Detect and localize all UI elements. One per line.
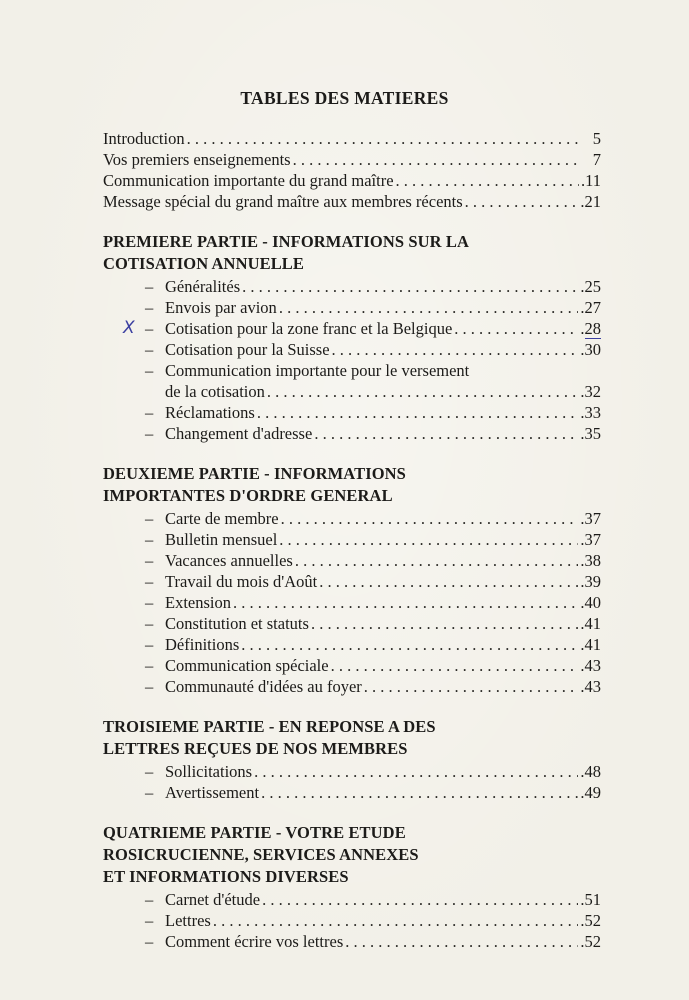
entry-page-number: .43 xyxy=(580,656,601,675)
entry-dash: – xyxy=(145,572,154,591)
part-heading-line: QUATRIEME PARTIE - VOTRE ETUDE xyxy=(103,823,406,842)
entry-dash: – xyxy=(145,911,154,930)
entry-dash: – xyxy=(145,635,154,654)
entry-page-number: .39 xyxy=(580,572,601,591)
dot-leader xyxy=(319,571,578,592)
entry-page-number: .37 xyxy=(580,530,601,549)
dot-leader xyxy=(364,676,579,697)
handwritten-mark: X xyxy=(123,318,135,338)
entry-label: Envois par avion xyxy=(165,298,277,317)
entry-page-number: 7 xyxy=(592,150,601,169)
toc-entry xyxy=(103,508,601,529)
entry-dash: – xyxy=(145,509,154,528)
entry-page-number: .52 xyxy=(580,932,601,951)
toc-entry xyxy=(103,931,601,952)
entry-dash: – xyxy=(145,424,154,443)
toc-entry xyxy=(103,423,601,444)
entry-label: Lettres xyxy=(165,911,211,930)
dot-leader xyxy=(465,191,579,212)
part-heading xyxy=(103,822,601,888)
entry-page-number: .11 xyxy=(580,171,601,190)
entry-label: Constitution et statuts xyxy=(165,614,309,633)
part-heading-line: PREMIERE PARTIE - INFORMATIONS SUR LA xyxy=(103,232,469,251)
dot-leader xyxy=(293,149,581,170)
dot-leader xyxy=(314,423,578,444)
entry-dash: – xyxy=(145,298,154,317)
entry-page-number: .48 xyxy=(580,762,601,781)
entry-label: Sollicitations xyxy=(165,762,253,781)
dot-leader xyxy=(241,634,578,655)
entry-dash: – xyxy=(145,762,154,781)
toc-entry-continuation xyxy=(103,381,601,402)
toc-entry xyxy=(103,170,601,191)
entry-page-number: .37 xyxy=(580,509,601,528)
entry-page-number: .30 xyxy=(580,340,601,359)
entry-label: Bulletin mensuel xyxy=(165,530,278,549)
entry-page-number: .41 xyxy=(580,635,601,654)
entry-label: Définitions xyxy=(165,635,240,654)
entry-dash: – xyxy=(145,677,154,696)
dot-leader xyxy=(332,339,579,360)
toc-entry xyxy=(103,782,601,803)
entry-page-number: .28 xyxy=(580,319,601,338)
part-heading xyxy=(103,716,601,760)
table-of-contents xyxy=(103,128,601,952)
toc-entry xyxy=(103,318,601,339)
entry-label: Communauté d'idées au foyer xyxy=(165,677,362,696)
handwritten-underline: 28 xyxy=(584,319,601,338)
toc-entry xyxy=(103,613,601,634)
entry-label: Vacances annuelles xyxy=(165,551,293,570)
entry-page-number: .35 xyxy=(580,424,601,443)
entry-page-number: .40 xyxy=(580,593,601,612)
toc-entry xyxy=(103,128,601,149)
entry-label: Carte de membre xyxy=(165,509,279,528)
entry-page-number: .38 xyxy=(580,551,601,570)
dot-leader xyxy=(311,613,578,634)
part-section xyxy=(103,463,601,697)
entry-dash: – xyxy=(145,340,154,359)
entry-page-number: .41 xyxy=(580,614,601,633)
entry-label: Cotisation pour la zone franc et la Belgique xyxy=(165,319,453,338)
entry-dash: – xyxy=(145,932,154,951)
entry-page-number: .43 xyxy=(580,677,601,696)
toc-entry xyxy=(103,592,601,613)
entry-label-continuation: de la cotisation xyxy=(165,382,265,401)
entry-label: Cotisation pour la Suisse xyxy=(165,340,330,359)
part-section xyxy=(103,822,601,952)
part-heading-line: DEUXIEME PARTIE - INFORMATIONS xyxy=(103,464,406,483)
entry-dash: – xyxy=(145,614,154,633)
entry-dash: – xyxy=(145,277,154,296)
dot-leader xyxy=(331,655,579,676)
entry-label: Avertissement xyxy=(165,783,260,802)
dot-leader xyxy=(242,276,578,297)
page-title: TABLES DES MATIERES xyxy=(240,88,449,108)
intro-section xyxy=(103,128,601,212)
entry-label: Message spécial du grand maître aux membres récents xyxy=(103,192,463,211)
dot-leader xyxy=(254,761,578,782)
toc-entry xyxy=(103,149,601,170)
part-heading-line: ROSICRUCIENNE, SERVICES ANNEXES xyxy=(103,845,419,864)
toc-entry xyxy=(103,655,601,676)
entry-page-number: .25 xyxy=(580,277,601,296)
toc-entry xyxy=(103,339,601,360)
entry-page-number: .52 xyxy=(580,911,601,930)
toc-entry xyxy=(103,550,601,571)
entry-label: Communication importante du grand maître xyxy=(103,171,394,190)
toc-entry xyxy=(103,676,601,697)
toc-entry xyxy=(103,402,601,423)
dot-leader xyxy=(187,128,581,149)
part-section xyxy=(103,231,601,444)
dot-leader xyxy=(233,592,578,613)
entry-dash: – xyxy=(145,403,154,422)
dot-leader xyxy=(295,550,579,571)
entry-label: Comment écrire vos lettres xyxy=(165,932,344,951)
toc-entry xyxy=(103,571,601,592)
entry-dash: – xyxy=(145,551,154,570)
dot-leader xyxy=(257,402,579,423)
part-heading-line: LETTRES REÇUES DE NOS MEMBRES xyxy=(103,739,408,758)
entry-label: Changement d'adresse xyxy=(165,424,313,443)
dot-leader xyxy=(279,297,579,318)
toc-entry xyxy=(103,297,601,318)
entry-page-number: .32 xyxy=(580,382,601,401)
entry-label: Généralités xyxy=(165,277,241,296)
dot-leader xyxy=(454,318,578,339)
entry-label: Introduction xyxy=(103,129,185,148)
toc-entry xyxy=(103,191,601,212)
parts-section xyxy=(103,231,601,952)
entry-dash: – xyxy=(145,530,154,549)
part-heading-line: TROISIEME PARTIE - EN REPONSE A DES xyxy=(103,717,436,736)
entry-label: Carnet d'étude xyxy=(165,890,261,909)
toc-entry xyxy=(103,276,601,297)
toc-entry xyxy=(103,634,601,655)
entry-dash: – xyxy=(145,656,154,675)
toc-entry xyxy=(103,910,601,931)
dot-leader xyxy=(396,170,579,191)
part-heading-line: IMPORTANTES D'ORDRE GENERAL xyxy=(103,486,393,505)
toc-entry xyxy=(103,360,601,381)
part-heading xyxy=(103,231,601,275)
entry-label: Réclamations xyxy=(165,403,255,422)
toc-entry xyxy=(103,529,601,550)
entry-label: Vos premiers enseignements xyxy=(103,150,291,169)
entry-page-number: 5 xyxy=(592,129,601,148)
part-heading-line: ET INFORMATIONS DIVERSES xyxy=(103,867,349,886)
toc-entry xyxy=(103,761,601,782)
entry-page-number: .51 xyxy=(580,890,601,909)
entry-label: Communication spéciale xyxy=(165,656,329,675)
entry-page-number: .21 xyxy=(580,192,601,211)
entry-dash: – xyxy=(145,361,154,380)
entry-label: Extension xyxy=(165,593,231,612)
dot-leader xyxy=(261,782,578,803)
part-heading-line: COTISATION ANNUELLE xyxy=(103,254,305,273)
entry-label: Communication importante pour le versement xyxy=(165,361,470,380)
entry-dash: – xyxy=(145,783,154,802)
dot-leader xyxy=(267,381,578,402)
dot-leader xyxy=(262,889,578,910)
toc-entry xyxy=(103,889,601,910)
entry-page-number: .27 xyxy=(580,298,601,317)
entry-dash: – xyxy=(145,593,154,612)
entry-page-number: .33 xyxy=(580,403,601,422)
dot-leader xyxy=(279,529,578,550)
part-heading xyxy=(103,463,601,507)
entry-dash: – xyxy=(145,890,154,909)
dot-leader xyxy=(345,931,578,952)
entry-label: Travail du mois d'Août xyxy=(165,572,318,591)
dot-leader xyxy=(213,910,579,931)
entry-dash: – xyxy=(145,319,154,338)
entry-page-number: .49 xyxy=(580,783,601,802)
dot-leader xyxy=(281,508,579,529)
part-section xyxy=(103,716,601,803)
